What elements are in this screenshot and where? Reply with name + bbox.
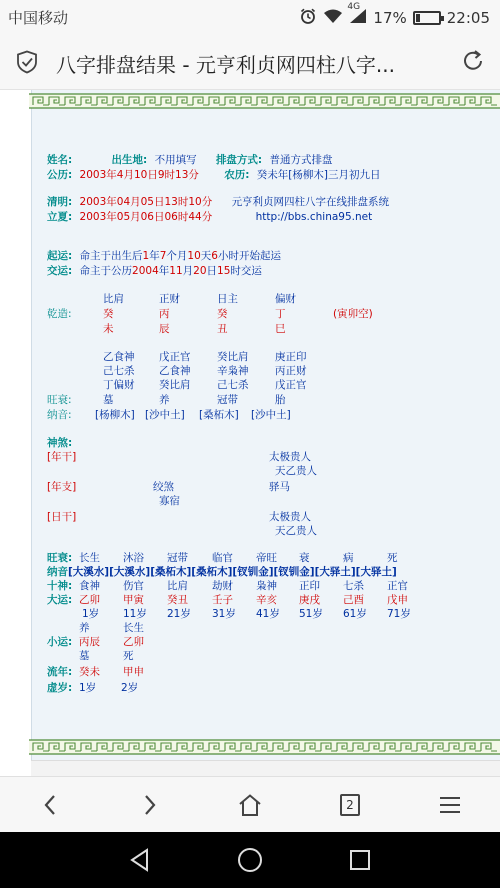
xiaoyun-ws2-2: 死 [123,650,134,662]
liunian-2: 甲申 [123,666,144,678]
row-qiyun: 起运: 命主于出生后1年7个月10天6小时开始起运 [47,250,281,262]
dayun-wangshuai-label: 旺衰: [47,552,73,564]
back-button[interactable] [34,789,66,821]
dayun-age-cell-4: 31岁 [212,608,236,620]
xusui-label: 虚岁: [47,682,73,694]
canggan-1-2: 戊正官 [159,351,191,363]
menu-button[interactable] [434,789,466,821]
xiaoyun-ws2-1: 墓 [79,650,90,662]
alarm-icon [299,7,317,29]
wifi-icon [323,8,343,28]
canggan-3-4: 戊正官 [275,379,307,391]
xiaoyun-ws-1: 养 [79,622,90,634]
bazi-chart-sheet [31,90,500,776]
shishen-top-4: 偏财 [275,293,296,305]
browser-title-bar [0,34,500,90]
dayun-ws-cell-4: 临官 [212,552,233,564]
dayun-ss-cell-3: 比肩 [167,580,188,592]
dayun-gz-cell-5: 辛亥 [256,594,277,606]
shensha-zhi-label: [年支] [47,481,77,493]
shishen-top-3: 日主 [217,293,238,305]
dayun-gz-cell-7: 己酉 [343,594,364,606]
dayun-ss-cell-5: 枭神 [256,580,277,592]
wangshuai-label: 旺衰: [47,394,72,406]
battery-percent: 17% [373,9,407,27]
dayun-ws-cell-2: 沐浴 [123,552,144,564]
canggan-3-1: 丁偏财 [103,379,135,391]
dayun-age-cell-5: 41岁 [256,608,280,620]
nayin-2: [沙中土] [145,409,185,421]
signal-icon: 4G [349,8,367,28]
branch-4: 巳 [275,323,286,335]
canggan-2-3: 辛枭神 [217,365,249,377]
stem-2: 丙 [159,308,170,320]
xusui-1: 1岁 [79,682,97,694]
dayun-gz-cell-6: 庚戌 [299,594,320,606]
xusui-2: 2岁 [121,682,139,694]
nayin-1: [杨柳木] [95,409,135,421]
branch-3: 丑 [217,323,228,335]
branch-2: 辰 [159,323,170,335]
shishen-top-2: 正财 [159,293,180,305]
shensha-label: 神煞: [47,437,73,449]
system-back-icon[interactable] [126,846,154,874]
wangshuai-4: 胎 [275,394,286,406]
dayun-ws-cell-5: 帝旺 [256,552,277,564]
shensha-year-1: 太极贵人 [269,451,311,463]
greek-key-border-bottom [29,738,500,756]
liunian-1: 癸未 [79,666,100,678]
kong-wang: (寅卯空) [333,308,373,320]
dayun-ws-cell-1: 长生 [79,552,100,564]
dayun-age-cell-6: 51岁 [299,608,323,620]
shield-check-icon[interactable] [16,50,38,78]
dayun-gz-cell-2: 甲寅 [123,594,144,606]
tabs-button[interactable] [334,789,366,821]
stem-3: 癸 [217,308,228,320]
shensha-zhi-a: 绞煞 [153,481,174,493]
dayun-gz-cell-8: 戊申 [387,594,408,606]
shensha-zhi-b: 寡宿 [159,495,180,507]
stem-1: 癸 [103,308,114,320]
shishen-top-1: 比肩 [103,293,124,305]
dayun-gz-cell-3: 癸丑 [167,594,188,606]
page-title[interactable]: 八字排盘结果 - 元亨利贞网四柱八字... [56,53,396,77]
stem-4: 丁 [275,308,286,320]
dayun-nayin-row: 纳音[大溪水][大溪水][桑柘木][桑柘木][钗钏金][钗钏金][大驿土][大驿土] [47,566,397,578]
shensha-year-label: [年干] [47,451,77,463]
dayun-ss-cell-7: 七杀 [343,580,364,592]
row-solar-date: 公历: 2003年4月10日9时13分 农历: 癸未年[杨柳木]三月初九日 [47,169,381,181]
xiaoyun-1: 丙辰 [79,636,100,648]
row-qingming: 清明: 2003年04月05日13时10分 元亨利贞网四柱八字在线排盘系统 [47,196,390,208]
nayin-label: 纳音: [47,409,72,421]
dayun-ss-cell-1: 食神 [79,580,100,592]
dayun-age-cell-8: 71岁 [387,608,411,620]
canggan-2-1: 己七杀 [103,365,135,377]
dayun-ss-cell-6: 正印 [299,580,320,592]
nayin-4: [沙中土] [251,409,291,421]
shensha-day-label: [日干] [47,511,77,523]
dayun-ws-cell-6: 衰 [299,552,310,564]
status-bar [0,0,500,34]
dayun-ss-cell-8: 正官 [387,580,408,592]
dayun-gz-cell-1: 乙卯 [79,594,100,606]
row-lixia: 立夏: 2003年05月06日06时44分 http://bbs.china95.net [47,211,373,223]
qianzao-label: 乾造: [47,308,72,320]
dayun-ws-cell-8: 死 [387,552,398,564]
dayun-ws-cell-7: 病 [343,552,354,564]
canggan-3-3: 己七杀 [217,379,249,391]
row-jiaoyun: 交运: 命主于公历2004年11月20日15时交运 [47,265,262,277]
carrier-label: 中国移动 [8,9,69,27]
dayun-age-cell-3: 21岁 [167,608,191,620]
xiaoyun-ws-2: 长生 [123,622,144,634]
next-content-strip [31,760,500,776]
row-name: 姓名: 出生地: 不用填写 排盘方式: 普通方式排盘 [47,154,333,166]
browser-nav-bar [0,776,500,832]
tab-count: 2 [340,794,360,816]
dayun-gz-cell-4: 壬子 [212,594,233,606]
wangshuai-1: 墓 [103,394,114,406]
liunian-label: 流年: [47,666,73,678]
dayun-age-cell-1: 1岁 [82,608,100,620]
canggan-1-4: 庚正印 [275,351,307,363]
dayun-ss-cell-4: 劫财 [212,580,233,592]
dayun-label: 大运: [47,594,73,606]
xiaoyun-label: 小运: [47,636,73,648]
shensha-day-1: 太极贵人 [269,511,311,523]
branch-1: 未 [103,323,114,335]
xiaoyun-2: 乙卯 [123,636,144,648]
dayun-shishen-label: 十神: [47,580,73,592]
system-nav-bar [0,832,500,888]
dayun-ws-cell-3: 冠带 [167,552,188,564]
greek-key-border-top [29,92,500,110]
dayun-age-cell-7: 61岁 [343,608,367,620]
forward-button[interactable] [134,789,166,821]
status-icons [299,2,490,29]
wangshuai-2: 养 [159,394,170,406]
home-button[interactable] [234,789,266,821]
canggan-2-4: 丙正财 [275,365,307,377]
webpage-content[interactable] [0,90,500,776]
canggan-3-2: 癸比肩 [159,379,191,391]
canggan-1-3: 癸比肩 [217,351,249,363]
shensha-year-2: 天乙贵人 [275,465,317,477]
dayun-age-cell-2: 11岁 [123,608,147,620]
wangshuai-3: 冠带 [217,394,238,406]
canggan-1-1: 乙食神 [103,351,135,363]
battery-icon [413,11,441,25]
shensha-day-2: 天乙贵人 [275,525,317,537]
dayun-ss-cell-2: 伤官 [123,580,144,592]
nayin-3: [桑柘木] [199,409,239,421]
reload-icon[interactable] [460,48,486,78]
shensha-zhi-c: 驿马 [269,481,290,493]
canggan-2-2: 乙食神 [159,365,191,377]
system-home-icon[interactable] [236,846,264,874]
clock: 22:05 [446,9,490,27]
system-recents-icon[interactable] [346,846,374,874]
